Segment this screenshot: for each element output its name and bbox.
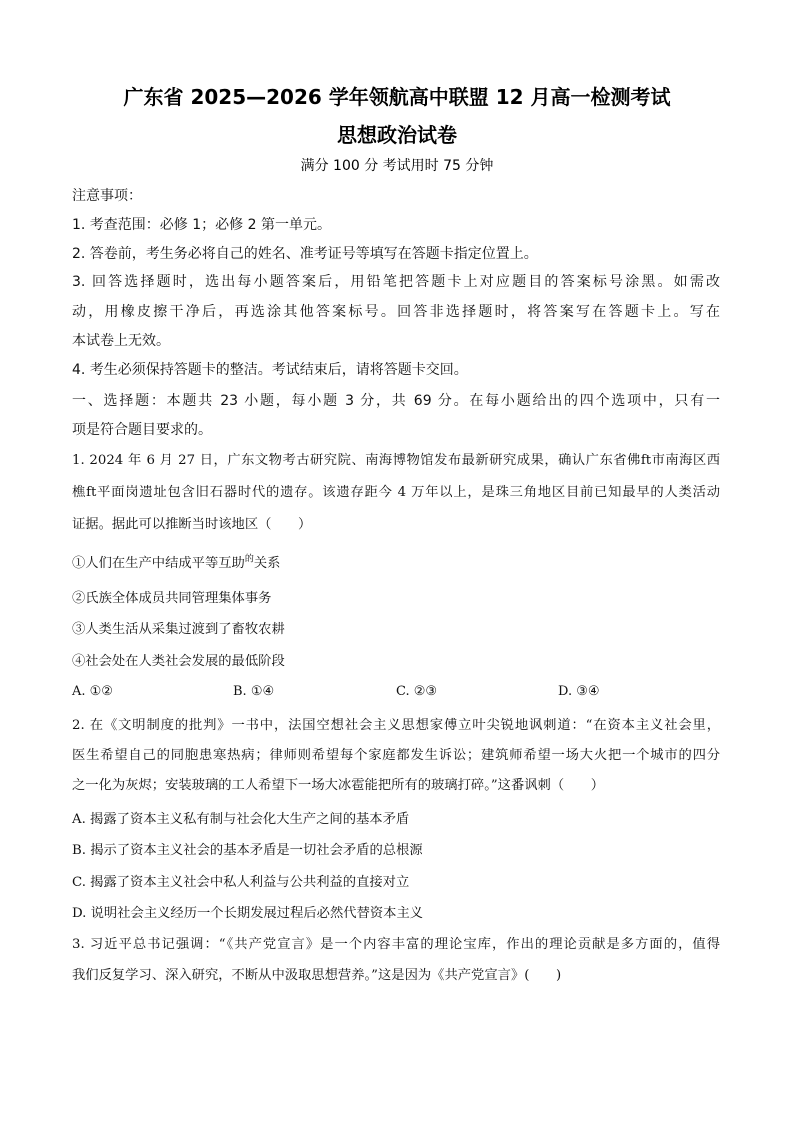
note-item-1: 1. 考查范围：必修 1；必修 2 第一单元。 xyxy=(72,217,331,233)
q1-statement-1-text: ①人们在生产中结成平等互助 xyxy=(72,556,245,571)
q2-option-a: A. 揭露了资本主义私有制与社会化大生产之间的基本矛盾 xyxy=(72,812,410,827)
q1-statement-3: ③人类生活从采集过渡到了畜牧农耕 xyxy=(72,622,285,637)
q1-statement-1-tail: 关系 xyxy=(253,556,281,571)
q2-option-d: D. 说明社会主义经历一个长期发展过程后必然代替资本主义 xyxy=(72,906,424,921)
exam-subject: 思想政治试卷 xyxy=(337,123,457,147)
q2-option-b: B. 揭示了资本主义社会的基本矛盾是一切社会矛盾的总根源 xyxy=(72,843,423,858)
q1-option-a: A. ①② xyxy=(72,684,113,699)
note-item-2: 2. 答卷前，考生务必将自己的姓名、准考证号等填写在答题卡指定位置上。 xyxy=(72,246,538,262)
q1-option-d: D. ③④ xyxy=(558,684,600,699)
q1-option-c: C. ②③ xyxy=(396,684,438,699)
q3-stem-line-2: 我们反复学习、深入研究，不断从中汲取思想营养。”这是因为《共产党宣言》( ) xyxy=(72,968,562,983)
q2-option-c: C. 揭露了资本主义社会中私人利益与公共利益的直接对立 xyxy=(72,875,410,890)
q1-statement-1 xyxy=(72,554,280,574)
section-heading-line-1: 一、选择题：本题共 23 小题，每小题 3 分，共 69 分。在每小题给出的四个选项中，只有一 xyxy=(72,393,720,409)
q2-stem-line-2: 医生希望自己的同胞患寒热病；律师则希望每个家庭都发生诉讼；建筑师希望一场大火把一个城市的四分 xyxy=(72,748,720,763)
q1-option-b: B. ①④ xyxy=(233,684,275,699)
q1-stem-line-3: 证据。据此可以推断当时该地区（ ） xyxy=(72,517,312,532)
q3-stem-line-1: 3. 习近平总书记强调：“《共产党宣言》是一个内容丰富的理论宝库，作出的理论贡献是多方面的，值得 xyxy=(72,937,720,952)
note-item-4: 4. 考生必须保持答题卡的整洁。考试结束后，请将答题卡交回。 xyxy=(72,362,468,378)
q1-stem-line-2: 樵ft平面岗遗址包含旧石器时代的遗存。该遗存距今 4 万年以上，是珠三角地区目前已知最早的人类活动 xyxy=(72,485,720,500)
q1-statement-2: ②氏族全体成员共同管理集体事务 xyxy=(72,591,272,606)
section-heading-line-2: 项是符合题目要求的。 xyxy=(72,422,212,438)
q1-stem-line-1: 1. 2024 年 6 月 27 日，广东文物考古研究院、南海博物馆发布最新研究成果，确认广东省佛ft市南海区西 xyxy=(72,453,720,468)
q2-stem-line-3: 之一化为灰烬；安装玻璃的工人希望下一场大冰雹能把所有的玻璃打碎。”这番讽刺（ ） xyxy=(72,778,605,793)
exam-info: 满分 100 分 考试用时 75 分钟 xyxy=(300,158,494,174)
note-item-3-line-2: 动，用橡皮擦干净后，再选涂其他答案标号。回答非选择题时，将答案写在答题卡上。写在 xyxy=(72,304,720,320)
note-item-3-line-1: 3. 回答选择题时，选出每小题答案后，用铅笔把答题卡上对应题目的答案标号涂黑。如需改 xyxy=(72,274,720,290)
note-item-3-line-3: 本试卷上无效。 xyxy=(72,333,170,349)
q1-statement-1-superscript: 的 xyxy=(244,554,254,565)
exam-title: 广东省 2025—2026 学年领航高中联盟 12 月高一检测考试 xyxy=(123,85,671,109)
q1-statement-4: ④社会处在人类社会发展的最低阶段 xyxy=(72,654,285,669)
notes-heading: 注意事项： xyxy=(72,188,142,204)
q2-stem-line-1: 2. 在《文明制度的批判》一书中，法国空想社会主义思想家傅立叶尖锐地讽刺道：“在资本主义社会里， xyxy=(72,718,720,733)
